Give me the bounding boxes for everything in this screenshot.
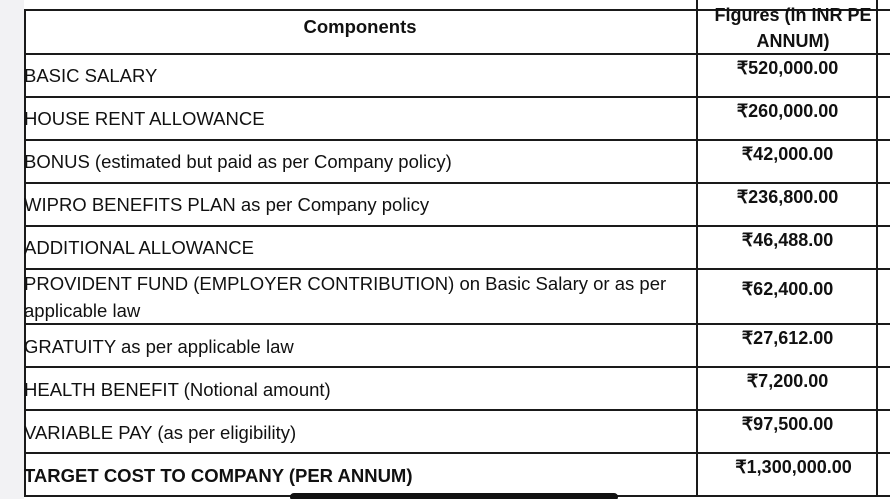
figure-gratuity: ₹27,612.00: [741, 328, 834, 348]
figure-additional-allowance: ₹46,488.00: [741, 230, 834, 250]
figure-health-benefit: ₹7,200.00: [746, 371, 829, 391]
figure-basic-salary: ₹520,000.00: [736, 58, 839, 78]
component-gratuity: GRATUITY as per applicable law: [24, 336, 294, 357]
component-variable-pay: VARIABLE PAY (as per eligibility): [24, 422, 297, 443]
column-divider: [696, 0, 698, 497]
figure-wipro-benefits-plan: ₹236,800.00: [736, 187, 839, 207]
header-components: Components: [303, 16, 417, 37]
home-indicator-bar[interactable]: [290, 493, 618, 499]
figure-house-rent-allowance: ₹260,000.00: [736, 101, 839, 121]
header-figures: [700, 2, 886, 54]
figure-target-cost-to-company: ₹1,300,000.00: [735, 457, 852, 477]
component-wipro-benefits-plan: WIPRO BENEFITS PLAN as per Company policy: [24, 194, 430, 215]
figure-bonus: ₹42,000.00: [741, 144, 834, 164]
component-bonus: BONUS (estimated but paid as per Company policy): [24, 151, 452, 172]
component-health-benefit: HEALTH BENEFIT (Notional amount): [24, 379, 331, 400]
figure-variable-pay: ₹97,500.00: [741, 414, 834, 434]
header-figures-line1: Figures (in INR PE: [714, 5, 872, 25]
header-figures-line2: ANNUM): [756, 31, 830, 51]
component-house-rent-allowance: HOUSE RENT ALLOWANCE: [24, 108, 265, 129]
component-provident-fund: PROVIDENT FUND (EMPLOYER CONTRIBUTION) on Basic Salary or as per applicable law: [24, 273, 667, 321]
table-right-border: [876, 0, 878, 497]
figure-provident-fund: ₹62,400.00: [741, 279, 834, 299]
component-target-cost-to-company: TARGET COST TO COMPANY (PER ANNUM): [24, 465, 413, 486]
component-basic-salary: BASIC SALARY: [24, 65, 158, 86]
component-additional-allowance: ADDITIONAL ALLOWANCE: [24, 237, 254, 258]
